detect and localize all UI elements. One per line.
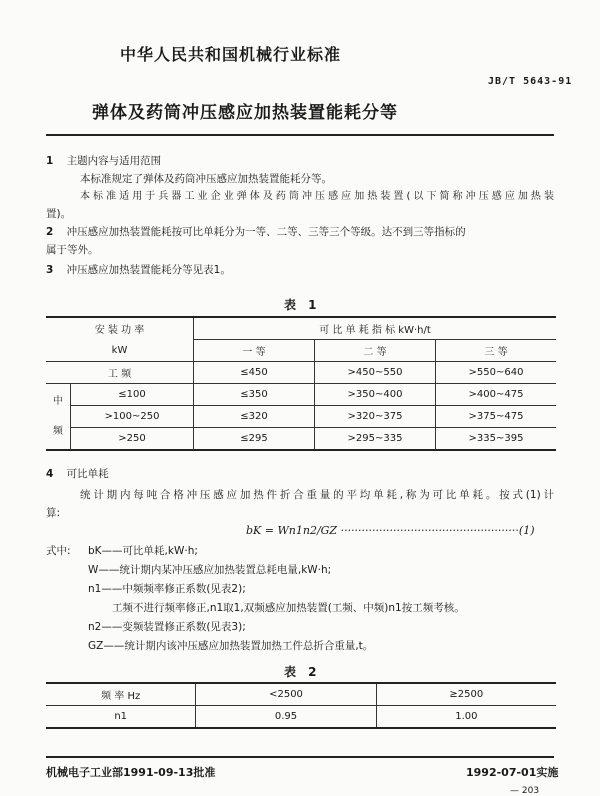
effective-date: 1992-07-01实施 [466, 766, 559, 779]
def-bk: bK——可比单耗,kW·h; [88, 545, 198, 557]
table-row [46, 706, 556, 729]
cell: ≤450 [194, 362, 315, 384]
cell: >350~400 [315, 384, 436, 406]
grade-2: 二 等 [315, 340, 436, 362]
grade-1: 一 等 [194, 340, 315, 362]
row-label: 工 频 [46, 362, 194, 384]
header-power-unit: kW [46, 340, 194, 362]
row-label: >250 [71, 428, 194, 451]
def-w: W——统计期内某冲压感应加热装置总耗电量,kW·h; [88, 564, 332, 576]
cell: >375~475 [436, 406, 557, 428]
cell: >335~395 [436, 428, 557, 451]
table-2 [46, 682, 556, 729]
cell: 0.95 [196, 706, 376, 729]
table-row [46, 428, 556, 451]
table-1-caption: 表 1 [284, 298, 321, 312]
title-rule [46, 134, 554, 136]
grade-3: 三 等 [436, 340, 557, 362]
section-4-text-b: 算: [46, 507, 61, 519]
standard-number: JB/T 5643-91 [488, 76, 573, 87]
cell: 1.00 [376, 706, 556, 729]
footer-rule [46, 756, 554, 758]
section-2-cont: 属于等外。 [46, 244, 99, 256]
approval-date: 机械电子工业部1991-09-13批准 [46, 766, 216, 779]
table-row [46, 362, 556, 384]
table-row [46, 384, 556, 406]
standard-type: 中华人民共和国机械行业标准 [120, 45, 342, 64]
row-label: ≤100 [71, 384, 194, 406]
section-4-text-a: 统计期内每吨合格冲压感应加热件折合重量的平均单耗,称为可比单耗。按式(1)计 [80, 489, 554, 501]
table-row [46, 683, 556, 706]
where-label: 式中: [46, 545, 71, 557]
cell: >400~475 [436, 384, 557, 406]
header-consumption: 可 比 单 耗 指 标 kW·h/t [194, 317, 557, 340]
table-1 [46, 316, 556, 451]
document-title: 弹体及药筒冲压感应加热装置能耗分等 [92, 103, 398, 123]
def-n2: n2——变频装置修正系数(见表3); [88, 621, 246, 633]
cell: >450~550 [315, 362, 436, 384]
section-1-p1: 本标准规定了弹体及药筒冲压感应加热装置能耗分等。 [80, 173, 332, 185]
def-n1: n1——中频频率修正系数(见表2); [88, 583, 246, 595]
row-label: >100~250 [71, 406, 194, 428]
cell: >295~335 [315, 428, 436, 451]
section-2: 2 冲压感应加热装置能耗按可比单耗分为一等、二等、三等三个等级。达不到三等指标的 [46, 226, 466, 238]
cell: ≤320 [194, 406, 315, 428]
cell: ≥2500 [376, 683, 556, 706]
cell: ≤295 [194, 428, 315, 451]
def-n1-note: 工频不进行频率修正,n1取1,双频感应加热装置(工频、中频)n1按工频考核。 [112, 602, 465, 614]
cell: >550~640 [436, 362, 557, 384]
cell: ≤350 [194, 384, 315, 406]
cell: 频 率 Hz [46, 683, 196, 706]
section-1-heading: 1 主题内容与适用范围 [46, 155, 162, 167]
def-gz: GZ——统计期内该冲压感应加热装置加热工件总折合重量,t。 [88, 640, 374, 652]
cell: >320~375 [315, 406, 436, 428]
group-label: 中 频 [46, 384, 71, 451]
section-4-heading: 4 可比单耗 [46, 468, 109, 480]
header-power: 安 装 功 率 [46, 317, 194, 340]
formula-1: bK = Wn1n2/GZ ···················································(1) [246, 524, 535, 537]
cell: n1 [46, 706, 196, 729]
table-2-caption: 表 2 [284, 665, 321, 679]
section-1-p2b: 置)。 [46, 208, 72, 220]
table-row [46, 406, 556, 428]
cell: <2500 [196, 683, 376, 706]
section-1-p2a: 本标准适用于兵器工业企业弹体及药筒冲压感应加热装置(以下简称冲压感应加热装 [80, 191, 554, 202]
section-3: 3 冲压感应加热装置能耗分等见表1。 [46, 264, 231, 276]
page-number: — 203 [510, 786, 540, 796]
